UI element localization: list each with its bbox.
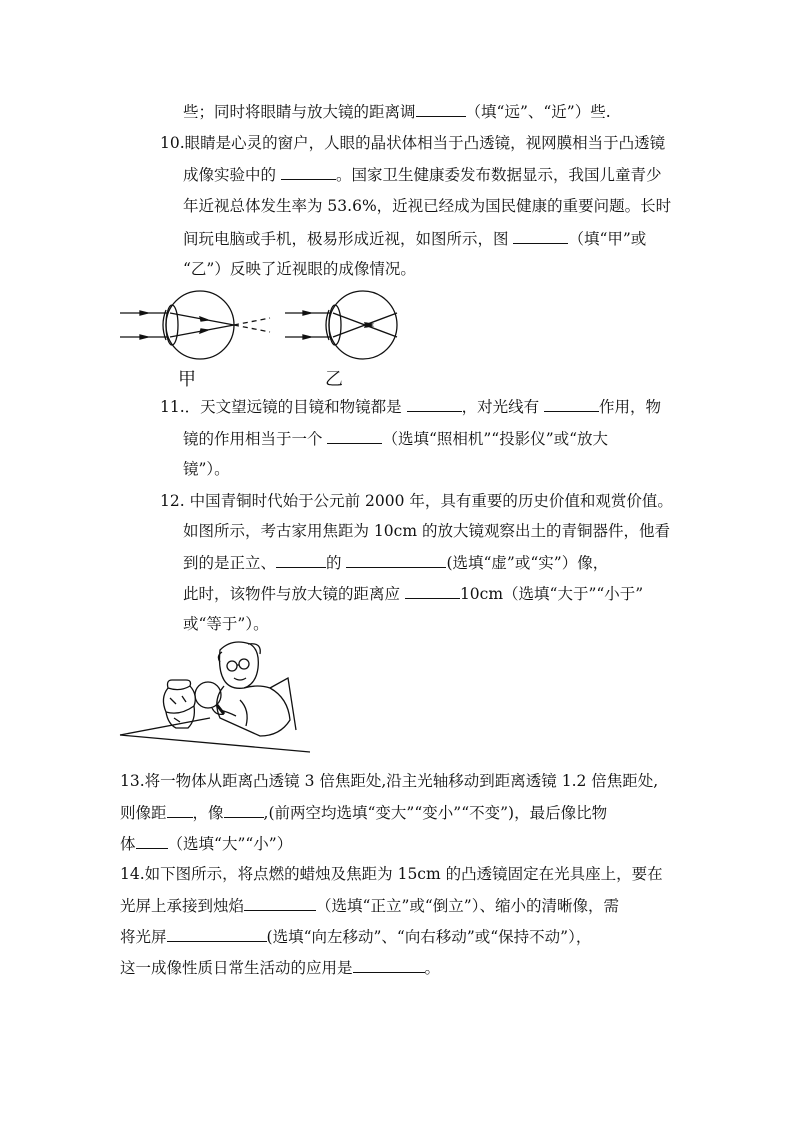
q12-line-4 [183, 583, 643, 604]
answer-blank[interactable] [327, 428, 382, 444]
q11-line-2 [183, 428, 608, 449]
text: 这一成像性质日常生活动的应用是 [120, 959, 353, 977]
answer-blank[interactable] [167, 802, 193, 818]
eye-a-label: 甲 [178, 369, 196, 390]
eye-b-drawing [285, 291, 397, 359]
text: 10cm（选填“大于”“小于” [459, 585, 644, 603]
q10-line-1 [160, 133, 665, 153]
text: 12. 中国青铜时代始于公元前 2000 年，具有重要的历史价值和观赏价值。 [160, 492, 673, 510]
q14-line-1 [120, 864, 663, 884]
q13-line-3 [120, 833, 292, 854]
q12-line-2 [183, 521, 670, 541]
q12-line-1 [160, 491, 673, 511]
eye-b-label: 乙 [325, 369, 343, 390]
text: 10.眼睛是心灵的窗户，人眼的晶状体相当于凸透镜，视网膜相当于凸透镜 [160, 134, 666, 152]
q10-line-4 [183, 228, 646, 249]
text: （选填“正立”或“倒立”）、缩小的清晰像，需 [316, 897, 619, 915]
q9-tail-line [183, 101, 611, 122]
text: （选填“照相机”“投影仪”或“放大 [382, 430, 609, 448]
text: 如图所示，考古家用焦距为 10cm 的放大镜观察出土的青铜器件，他看 [183, 522, 670, 540]
text: 镜”）。 [183, 460, 230, 478]
answer-blank[interactable] [513, 228, 568, 244]
text: 间玩电脑或手机，极易形成近视，如图所示，图 [183, 230, 514, 248]
q14-line-4 [120, 957, 440, 978]
q11-line-3 [183, 459, 230, 479]
answer-blank[interactable] [276, 552, 326, 568]
q13-line-1 [120, 771, 658, 791]
text: 作用，物 [599, 398, 662, 416]
text: 的 [326, 554, 347, 572]
eye-a-drawing [120, 291, 270, 359]
text: 到的是正立、 [183, 554, 277, 572]
q10-line-3 [183, 196, 671, 216]
answer-blank[interactable] [544, 396, 599, 412]
answer-blank[interactable] [281, 164, 336, 180]
q12-line-5 [183, 614, 269, 634]
text: （填“甲”或 [568, 230, 647, 248]
q13-line-2 [120, 802, 607, 823]
answer-blank[interactable] [224, 802, 264, 818]
text: 14.如下图所示，将点燃的蜡烛及焦距为 15cm 的凸透镜固定在光具座上，要在 [120, 865, 663, 883]
answer-blank[interactable] [405, 583, 460, 599]
text: “乙”）反映了近视眼的成像情况。 [183, 260, 416, 278]
text: 光屏上承接到烛焰 [120, 897, 245, 915]
text: （选填“大”“小”） [167, 835, 293, 853]
text: (选填“虚”或“实”）像， [446, 554, 609, 572]
q12-line-3 [183, 552, 608, 573]
answer-blank[interactable] [346, 552, 446, 568]
text: 将光屏 [120, 928, 167, 946]
text: 则像距 [120, 804, 167, 822]
eye-diagram-figure [120, 290, 410, 385]
text: ，对光线有 [461, 398, 545, 416]
q10-line-5 [183, 259, 416, 279]
text: 。国家卫生健康委发布数据显示，我国儿童青少 [335, 166, 662, 184]
q11-line-1 [160, 396, 661, 417]
text: 成像实验中的 [183, 166, 281, 184]
text: 13.将一物体从距离凸透镜 3 倍焦距处,沿主光轴移动到距离透镜 1.2 倍焦距处, [120, 772, 659, 790]
text: 。 [424, 959, 441, 977]
q10-line-2 [183, 164, 661, 185]
text: (选填“向左移动”、“向右移动”或“保持不动”）， [266, 928, 592, 946]
text: ，像 [192, 804, 224, 822]
answer-blank[interactable] [416, 101, 466, 117]
text: 11.．天文望远镜的目镜和物镜都是 [160, 398, 407, 416]
text: （填“远”、“近”）些. [465, 103, 611, 121]
text: 年近视总体发生率为 53.6%，近视已经成为国民健康的重要问题。长时 [183, 197, 672, 215]
text: 或“等于”）。 [183, 615, 269, 633]
answer-blank[interactable] [244, 895, 316, 911]
archaeologist-illustration [120, 640, 310, 755]
q14-line-2 [120, 895, 619, 916]
text: 镜的作用相当于一个 [183, 430, 328, 448]
q14-line-3 [120, 926, 591, 947]
answer-blank[interactable] [353, 957, 425, 973]
text: 此时，该物件与放大镜的距离应 [183, 585, 405, 603]
answer-blank[interactable] [407, 396, 462, 412]
answer-blank[interactable] [136, 833, 168, 849]
text: 体 [120, 835, 136, 853]
answer-blank[interactable] [167, 926, 267, 942]
text: 些；同时将眼睛与放大镜的距离调 [183, 103, 416, 121]
text: ,(前两空均选填“变大”“变小”“不变”)，最后像比物 [263, 804, 608, 822]
